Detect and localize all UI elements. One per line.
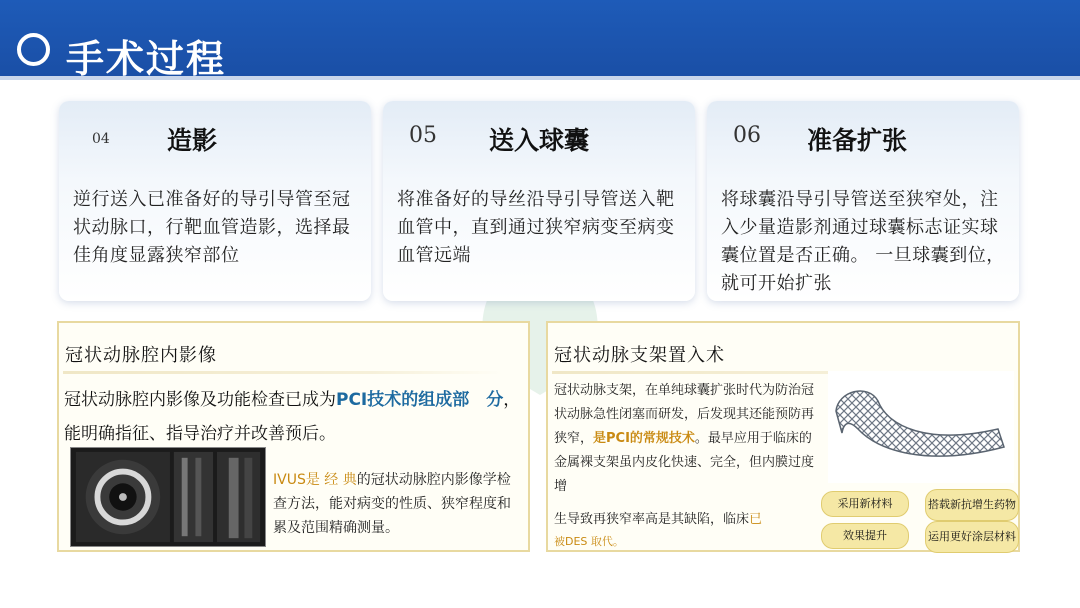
box-title: 冠状动脉支架置入术 [554,345,725,366]
stent-text-3: 生导致再狭窄率高是其缺陷，临床 [554,512,750,527]
step-body: 逆行送入已准备好的导引导管至冠状动脉口，行靶血管造影，选择最佳角度显露狭窄部位 [73,189,351,266]
ivus-highlight: IVUS是 经 典 [273,472,357,488]
pill-coating: 运用更好涂层材料 [925,521,1019,553]
step-card-04 [59,101,371,301]
ivus-description [273,468,523,540]
stent-text-1: 冠状动脉支架，在单纯球囊扩张时代为防治冠状动脉急性闭塞而研发，后发现其还能预防再狭窄， [554,383,815,446]
page-title: 手术过程 [66,37,227,81]
intro-text: 冠状动脉腔内影像及功能检查已成为 [64,390,336,410]
circle-icon [17,33,50,66]
header-bar [0,0,1080,80]
imaging-box [57,321,530,552]
pill-new-drug: 搭载新抗增生药物 [925,489,1019,521]
step-body: 将准备好的导丝沿导引导管送入靶血管中，直到通过狭窄病变至病变血管远端 [397,189,675,266]
step-number: 06 [733,123,761,148]
step-card-06 [707,101,1019,301]
title-underline [63,371,503,374]
step-number: 05 [409,123,437,148]
stent-highlight: 是PCI的常规技术 [593,431,695,446]
stent-box [546,321,1020,552]
step-title: 造影 [167,126,218,155]
intro-highlight: PCI技术的组成部 分 [336,390,504,410]
ivus-image [70,447,266,547]
step-body: 将球囊沿导引导管送至狭窄处，注入少量造影剂通过球囊标志证实球囊位置是否正确。 一旦球囊到位，就可开始扩张 [721,189,1005,294]
stent-tail [554,509,824,553]
pill-new-material: 采用新材料 [821,491,909,517]
box-title: 冠状动脉腔内影像 [65,345,217,366]
ivus-text: 的冠状动脉腔内影像学检查方法，能对病变的性质、狭窄程度和累及范围精确测量。 [273,472,511,536]
step-number: 04 [92,131,110,147]
stent-gold-word: 已 [749,512,763,527]
stent-description [554,379,824,499]
stent-text-4: 被DES 取代。 [554,535,624,548]
stent-image [828,371,1014,483]
intro-end: ，能明确指征、指导治疗并改善预后。 [64,390,521,444]
step-title: 准备扩张 [807,126,908,155]
step-card-05 [383,101,695,301]
imaging-intro [64,383,524,451]
stent-text-2: 。最早应用于临床的金属裸支架虽内皮化快速、完全，但内膜过度增 [554,431,815,494]
pill-effect: 效果提升 [821,523,909,549]
step-title: 送入球囊 [489,126,590,155]
